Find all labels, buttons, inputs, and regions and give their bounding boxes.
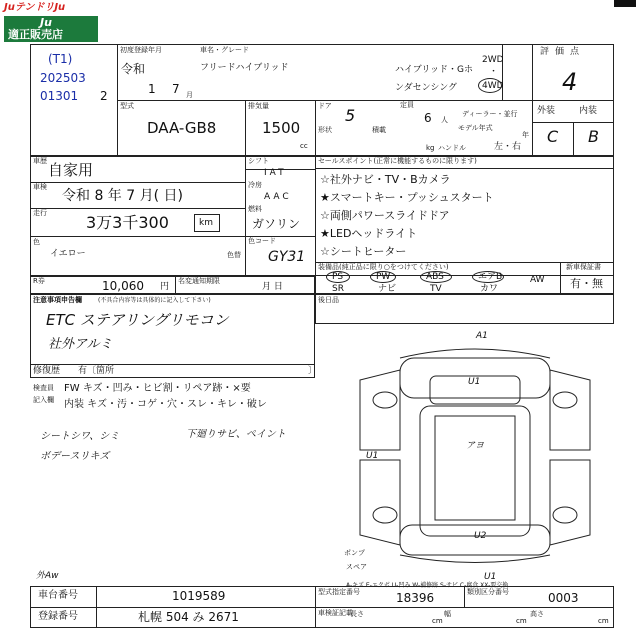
recycle: 10,060 (102, 279, 144, 293)
sales-point-4: ★LEDヘッドライト (320, 227, 418, 240)
type-no-label: 型式指定番号 (318, 588, 360, 596)
equip-sr: SR (332, 284, 344, 294)
recycle-label: R券 (33, 277, 45, 285)
repair-label: 修復歴 (33, 366, 61, 376)
ac-label: 冷房 (248, 181, 262, 189)
model: DAA-GB8 (147, 119, 217, 137)
equip-tv: TV (430, 284, 442, 294)
notes-sublabel: (不具合内容等は具体的に記入して下さい) (98, 297, 211, 304)
chassis: 1019589 (172, 589, 226, 603)
inspector-hand-3: 下廻りサビ、ペイント (186, 429, 286, 440)
displacement: 1500 (262, 119, 301, 137)
stock-no-line3: 01301 (40, 89, 79, 103)
exterior-label: 外装 (537, 106, 556, 116)
shift: IAT (264, 168, 287, 178)
equip-pw-circle (370, 271, 396, 283)
inspector-hand-1: シートシワ、シミ (40, 431, 120, 442)
nen-unit: 年 (522, 131, 529, 139)
yen-unit: 円 (160, 282, 170, 292)
stock-no-suffix: 2 (100, 89, 108, 103)
stock-no-line1: (T1) (48, 52, 73, 66)
rear-bumper-outline (400, 555, 550, 563)
color: イエロー (50, 249, 86, 259)
capacity: 6 (424, 111, 432, 125)
displacement-label: 排気量 (248, 102, 269, 110)
door-label: ドア (318, 102, 332, 110)
wheel-fr (553, 392, 577, 408)
dealer-label: 適正販売店 (8, 28, 63, 41)
shape-label: 形状 (318, 126, 332, 134)
color-label: 色 (33, 238, 40, 246)
width-unit: cm (516, 617, 527, 625)
era: 令和 (121, 62, 146, 76)
inspection-label: 車検 (33, 183, 47, 191)
notes-line2: 社外アルミ (48, 337, 113, 352)
aftermarket-box (315, 294, 614, 324)
aftermarket-label: 後日品 (318, 296, 339, 304)
repair-bracket: 〕 (308, 366, 318, 376)
shift-label: シフト (248, 157, 269, 165)
inspector-label-1: 検査員 (33, 384, 54, 392)
cc-unit: cc (300, 142, 308, 150)
front-bumper-outline (400, 349, 550, 358)
reg-label: 登録番号 (38, 611, 78, 622)
right-front-side (550, 370, 590, 450)
reg-year: 1 (148, 82, 156, 96)
mileage: 3万3千300 (86, 213, 169, 232)
wheel-rr (553, 507, 577, 523)
cabin-outline (420, 406, 530, 536)
wheel-fl (373, 392, 397, 408)
equip-pw: PW (376, 272, 391, 282)
inspection: 令和 8 年 7 月( 日) (62, 188, 183, 204)
length-unit: cm (432, 617, 443, 625)
diagram-mark-u1c: U1 (484, 572, 497, 582)
sales-point-1: ☆社外ナビ・TV・Bカメラ (320, 173, 451, 186)
notes-line1: ETC ステアリングリモコン (46, 311, 229, 329)
model-label: 型式 (120, 102, 134, 110)
damage-diagram (340, 330, 610, 580)
km-unit: km (199, 218, 213, 228)
roof-outline (435, 416, 515, 520)
inspector-hand-2: ボデースリキズ (40, 451, 110, 462)
equip-navi: ナビ (378, 284, 397, 294)
equip-abs-circle (420, 271, 452, 283)
capacity-label: 定員 (400, 101, 414, 109)
chassis-label: 車台番号 (38, 590, 78, 601)
equip-ps: PS (332, 272, 344, 282)
eval-label: 評価点 (540, 47, 586, 57)
diagram-mark-top: A1 (476, 331, 488, 341)
equipment-label: 装備品(純正品に限り○をつけてください) (318, 263, 449, 271)
drive-4wd-circle (478, 78, 502, 93)
first-reg-label: 初度登録年月 (120, 46, 162, 54)
class-no: 0003 (548, 591, 579, 605)
inspector-label-2: 記入欄 (33, 396, 54, 404)
diagram-spare: スペア (346, 563, 367, 571)
brand-logo-text: JuテンドリJu (4, 2, 66, 13)
kg-unit: kg (426, 144, 435, 152)
stock-no-line2: 202503 (40, 71, 86, 85)
diagram-mark-u1b: U1 (366, 451, 379, 461)
fuel-label: 燃料 (248, 205, 262, 213)
name-grade-label: 車名・グレード (200, 46, 249, 54)
interior-grade: B (588, 127, 599, 146)
inspector-in-line: 内装 キズ・汚・コゲ・穴・スレ・キレ・破レ (64, 399, 267, 410)
notice-label: 名変通知期限 (178, 277, 220, 285)
use-label: 車歴 (33, 157, 47, 165)
inspector-fw-line: FW キズ・凹み・ヒビ割・リペア跡・×要 (64, 383, 251, 394)
right-rear-side (550, 460, 590, 545)
diagram-bottom-left: 外Aw (36, 571, 59, 581)
interior-label: 内装 (579, 106, 598, 116)
corner-mark (614, 0, 636, 7)
sales-point-2: ★スマートキー・プッシュスタート (320, 191, 494, 204)
use: 自家用 (48, 161, 94, 179)
month-unit: 月 (186, 91, 193, 99)
reg: 札幌 504 み 2671 (138, 610, 239, 624)
sales-points-label: セールスポイント(正常に機能するものに限ります) (318, 157, 477, 165)
ju-mark: Ju (40, 16, 52, 29)
car-name: フリードハイブリッド (200, 63, 289, 73)
equip-airbag-circle (472, 271, 504, 283)
mileage-label: 走行 (33, 209, 47, 217)
dealer-logo (4, 16, 98, 42)
eval-score: 4 (562, 68, 578, 96)
warranty: 有・無 (570, 277, 603, 290)
load-label: 積載 (372, 126, 386, 134)
handle: 左・右 (494, 142, 522, 152)
class-no-label: 類別区分番号 (467, 588, 509, 596)
height-unit: cm (598, 617, 609, 625)
capacity-unit: 人 (441, 116, 448, 124)
width-label: 幅 (444, 610, 451, 618)
sales-point-3: ☆両側パワースライドドア (320, 209, 450, 222)
type-no: 18396 (396, 591, 435, 605)
grade-line1: ハイブリッド・Gホ (395, 65, 473, 75)
reg-month: 7 (172, 82, 180, 96)
doors: 5 (345, 106, 356, 125)
equip-airbag: エアB (478, 272, 503, 282)
color-code-label: 色コード (248, 237, 276, 245)
cert-label: 車検証記載 (318, 609, 353, 617)
grade-line2: ンダセンシング (395, 83, 458, 93)
height-label: 高さ (530, 610, 544, 618)
notes-label: 注意事項申告欄 (33, 296, 82, 304)
fuel: ガソリン (252, 217, 301, 231)
notice: 月 日 (262, 282, 283, 292)
ac: AAC (264, 192, 292, 202)
diagram-legend: A-キズ E-エクボ U-凹み W-補修跡 S-サビ C-腐食 XX-要交換 (346, 582, 509, 589)
drive-4wd: 4WD (482, 81, 504, 91)
diagram-mark-ayo: アヨ (466, 441, 485, 451)
left-front-side (360, 370, 400, 450)
handle-label: ハンドル (438, 144, 466, 152)
sales-point-5: ☆シートヒーター (320, 245, 407, 258)
dealer-label: ディーラー・並行 (462, 110, 518, 118)
diagram-mark-u2: U2 (474, 531, 487, 541)
wheel-rl (373, 507, 397, 523)
warranty-label: 新車保証書 (566, 263, 601, 271)
equip-ps-circle (326, 271, 350, 283)
recolor-label: 色替 (227, 251, 241, 259)
repair: 有〔箇所 (78, 366, 115, 376)
exterior-grade: C (547, 127, 559, 146)
equip-aw: AW (530, 275, 545, 285)
equip-leather: カワ (480, 284, 499, 294)
drive-dot: ・ (489, 67, 499, 77)
diagram-mark-u1a: U1 (468, 377, 481, 387)
diagram-pomp: ポンプ (344, 549, 365, 557)
length-label: 長さ (350, 610, 364, 618)
equip-abs: ABS (426, 272, 444, 282)
drive-2wd: 2WD (482, 55, 504, 65)
left-rear-side (360, 460, 400, 545)
model-year-label: モデル年式 (458, 124, 493, 132)
notes-box (30, 294, 318, 378)
color-code: GY31 (268, 249, 306, 265)
